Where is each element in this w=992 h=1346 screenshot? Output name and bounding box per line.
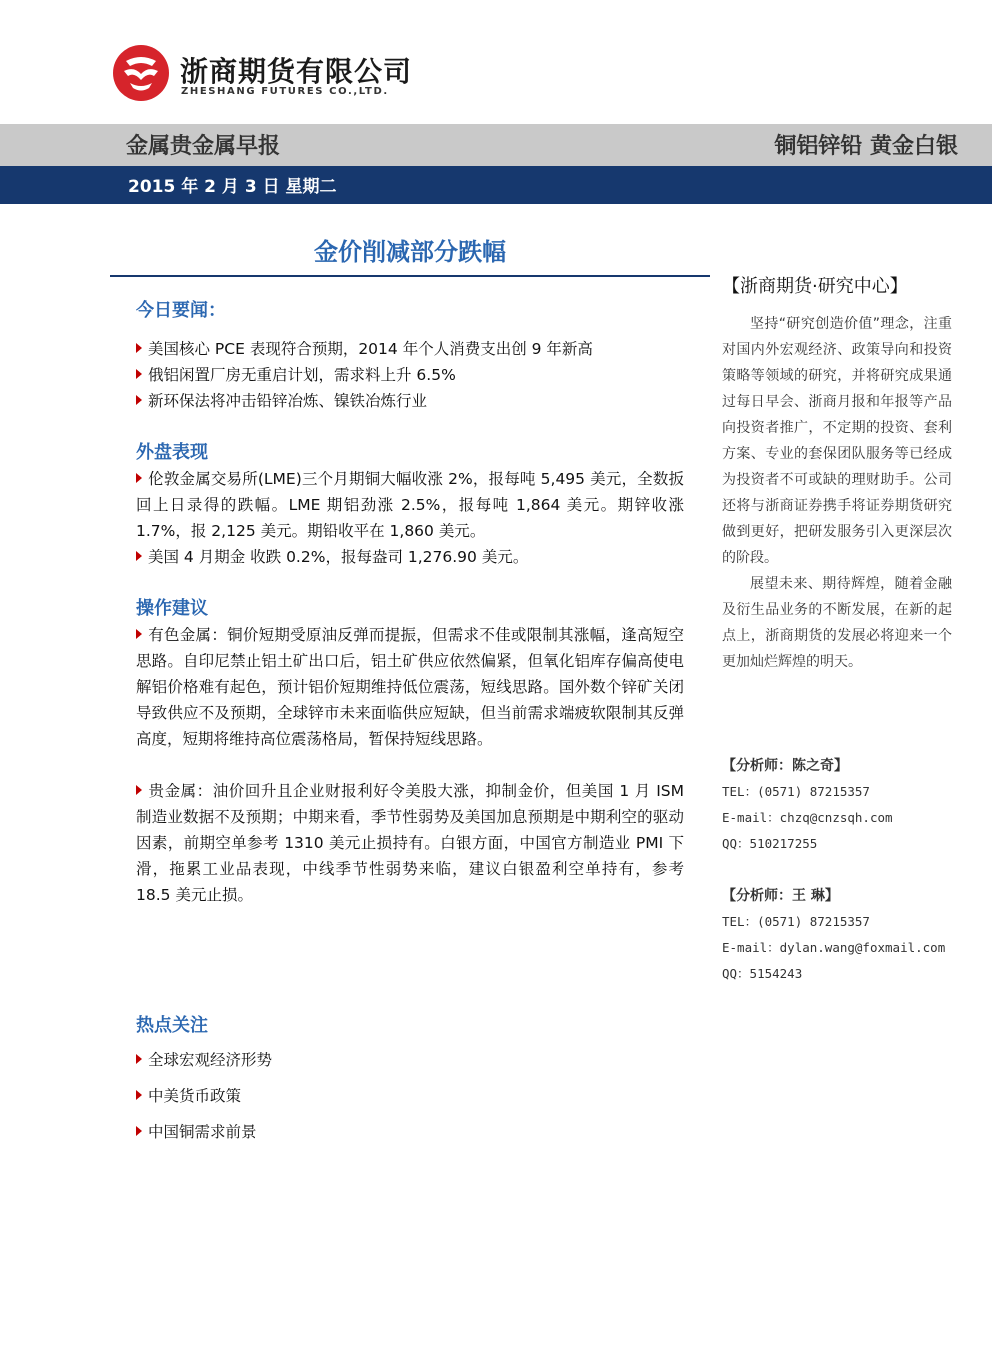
analyst-email: E-mail：chzq@cnzsqh.com — [722, 810, 893, 825]
bullet-arrow-icon — [136, 473, 142, 483]
list-item: 全球宏观经济形势 — [136, 1042, 684, 1078]
intro-paragraph: 展望未来、期待辉煌，随着金融及衍生品业务的不断发展，在新的起点上，浙商期货的发展必将迎来一个更加灿烂辉煌的明天。 — [722, 576, 952, 670]
research-center-intro — [722, 311, 952, 675]
list-item: 新环保法将冲击铅锌冶炼、镍铁冶炼行业 — [136, 388, 684, 414]
intro-paragraph: 坚持“研究创造价值”理念，注重对国内外宏观经济、政策导向和投资策略等领域的研究，并将研究成果通过每日早会、浙商月报和年报等产品向投资者推广，不定期的投资、套利方案、专业的套保团队服务等已经成为投资者不可或缺的理财助手。公司还将与浙商证券携手将证券期货研究做到更好，把研发服务引入更深层次的阶段。 — [722, 316, 952, 566]
page-title: 金价削减部分跌幅 — [314, 238, 506, 266]
bullet-arrow-icon — [136, 629, 142, 639]
company-name-cn: 浙商期货有限公司 — [180, 55, 413, 88]
bullet-arrow-icon — [136, 1054, 142, 1064]
analyst-name: 【分析师：王 琳】 — [722, 888, 839, 904]
hotspots-heading: 热点关注 — [136, 1015, 208, 1036]
overseas-heading: 外盘表现 — [136, 442, 208, 463]
list-item: 美国 4 月期金 收跌 0.2%，报每盎司 1,276.90 美元。 — [136, 544, 684, 570]
today-news-heading: 今日要闻： — [136, 300, 226, 321]
company-name-en: ZHESHANG FUTURES CO.,LTD. — [181, 86, 389, 97]
advice-heading: 操作建议 — [136, 598, 208, 619]
overseas-section — [136, 440, 684, 570]
company-logo-icon — [112, 44, 170, 102]
list-item: 俄铝闲置厂房无重启计划，需求料上升 6.5% — [136, 362, 684, 388]
analyst-email: E-mail：dylan.wang@foxmail.com — [722, 940, 946, 955]
report-categories: 铜铝锌铅 黄金白银 — [774, 134, 958, 159]
analyst-tel: TEL：(0571) 87215357 — [722, 784, 870, 799]
list-item: 贵金属：油价回升且企业财报利好令美股大涨，抑制金价，但美国 1 月 ISM 制造业数据不及预期；中期来看，季节性弱势及美国加息预期是中期利空的驱动因素，前期空单参考 1310 美元止损持有。白银方面，中国官方制造业 PMI 下滑，拖累工业品表现，中线季节性弱势来临，建议白银盈利空单持有，参考 18.5 美元止损。 — [136, 782, 684, 904]
today-news-section — [136, 298, 684, 414]
bullet-arrow-icon — [136, 369, 142, 379]
advice-section — [136, 596, 684, 908]
bullet-arrow-icon — [136, 1126, 142, 1136]
analyst-qq: QQ：510217255 — [722, 836, 818, 851]
research-center-title: 【浙商期货·研究中心】 — [722, 276, 908, 297]
report-date: 2015 年 2 月 3 日 星期二 — [128, 177, 337, 197]
bullet-arrow-icon — [136, 785, 142, 795]
list-item: 有色金属：铜价短期受原油反弹而提振，但需求不佳或限制其涨幅，逢高短空思路。自印尼禁止铝土矿出口后，铝土矿供应依然偏紧，但氧化铝库存偏高使电解铝价格难有起色，预计铝价短期维持低位震荡，短线思路。国外数个锌矿关闭导致供应不及预期，全球锌市未来面临供应短缺，但当前需求端疲软限制其反弹高度，短期将维持高位震荡格局，暂保持短线思路。 — [136, 626, 684, 748]
analyst-tel: TEL：(0571) 87215357 — [722, 914, 870, 929]
bullet-arrow-icon — [136, 343, 142, 353]
hotspots-section — [136, 1012, 684, 1150]
report-type: 金属贵金属早报 — [126, 134, 281, 159]
list-item: 中国铜需求前景 — [136, 1114, 684, 1150]
bullet-arrow-icon — [136, 1090, 142, 1100]
analyst-card — [722, 883, 952, 987]
title-divider — [110, 275, 710, 277]
bullet-arrow-icon — [136, 395, 142, 405]
list-item: 中美货币政策 — [136, 1078, 684, 1114]
analyst-qq: QQ：5154243 — [722, 966, 803, 981]
analyst-name: 【分析师：陈之奇】 — [722, 758, 848, 774]
list-item: 伦敦金属交易所(LME)三个月期铜大幅收涨 2%，报每吨 5,495 美元，全数扳回上日录得的跌幅。LME 期铝劲涨 2.5%，报每吨 1,864 美元。期锌收涨 1.7%，报 2,125 美元。期铅收平在 1,860 美元。 — [136, 470, 684, 540]
analyst-card — [722, 753, 952, 857]
list-item: 美国核心 PCE 表现符合预期，2014 年个人消费支出创 9 年新高 — [136, 336, 684, 362]
bullet-arrow-icon — [136, 551, 142, 561]
